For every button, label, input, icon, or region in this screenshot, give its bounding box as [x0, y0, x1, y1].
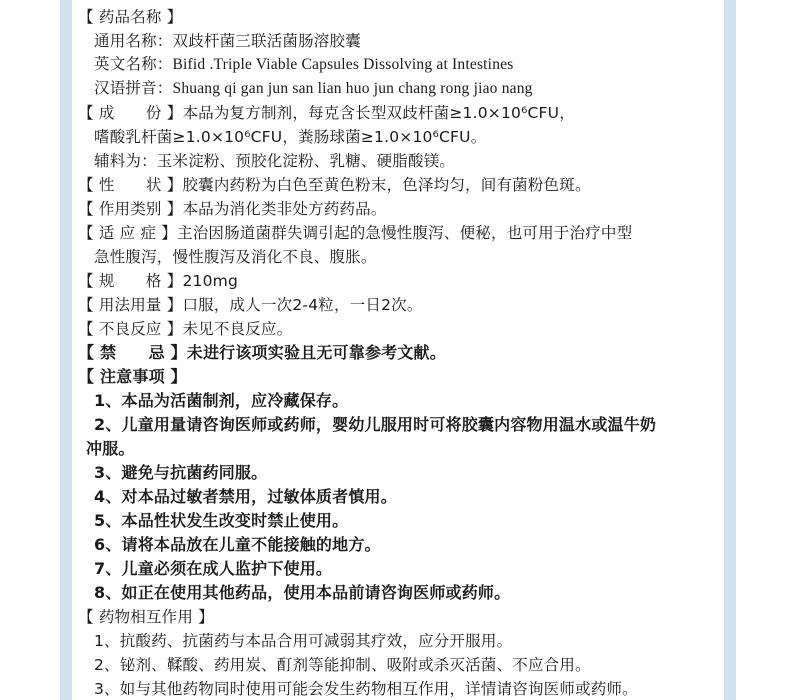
right-decorative-border [724, 0, 736, 700]
precaution-item: 3、避免与抗菌药同服。 [94, 463, 268, 482]
precaution-item: 6、请将本品放在儿童不能接触的地方。 [94, 535, 381, 554]
precaution-item: 5、本品性状发生改变时禁止使用。 [94, 511, 349, 530]
precaution-item-continued: 冲服。 [86, 439, 135, 458]
description: 【 性 状 】胶囊内药粉为白色至黄色粉末，色泽均匀，间有菌粉色斑。 [78, 176, 591, 194]
precaution-item: 8、如正在使用其他药品，使用本品前请咨询医师或药师。 [94, 583, 511, 602]
ingredients: 【 成 份 】本品为复方制剂，每克含长型双歧杆菌≥1.0×10⁶CFU， [78, 104, 575, 122]
interaction-item: 1、抗酸药、抗菌药与本品合用可减弱其疗效，应分开服用。 [94, 632, 513, 650]
specification: 【 规 格 】210mg [78, 272, 238, 290]
contraindications: 【 禁 忌 】未进行该项实验且无可靠参考文献。 [78, 343, 446, 362]
english-name: 英文名称：Bifid .Triple Viable Capsules Dissolving at Intestines [94, 56, 514, 73]
section-heading-drug-name: 【 药品名称 】 [78, 8, 183, 26]
precaution-item: 1、本品为活菌制剂，应冷藏保存。 [94, 391, 349, 410]
ingredients-continued: 嗜酸乳杆菌≥1.0×10⁶CFU，粪肠球菌≥1.0×10⁶CFU。 [94, 128, 487, 146]
excipients: 辅料为：玉米淀粉、预胶化淀粉、乳糖、硬脂酸镁。 [94, 152, 456, 170]
dosage: 【 用法用量 】口服，成人一次2-4粒，一日2次。 [78, 296, 423, 314]
precaution-item: 2、儿童用量请咨询医师或药师，婴幼儿服用时可将胶囊内容物用温水或温牛奶 [94, 415, 657, 434]
generic-name: 通用名称：双歧杆菌三联活菌肠溶胶囊 [94, 32, 361, 50]
precaution-item: 4、对本品过敏者禁用，过敏体质者慎用。 [94, 487, 397, 506]
left-decorative-border [60, 0, 72, 700]
interaction-item: 3、如与其他药物同时使用可能会发生药物相互作用，详情请咨询医师或药师。 [94, 680, 638, 698]
indications: 【 适 应 症 】主治因肠道菌群失调引起的急慢性腹泻、便秘，也可用于治疗中型 [78, 224, 633, 242]
precaution-item: 7、儿童必须在成人监护下使用。 [94, 559, 333, 578]
section-heading-precautions: 【 注意事项 】 [78, 367, 187, 386]
interaction-item: 2、铋剂、鞣酸、药用炭、酊剂等能抑制、吸附或杀灭活菌、不应合用。 [94, 656, 591, 674]
indications-continued: 急性腹泻，慢性腹泻及消化不良、腹胀。 [94, 248, 377, 266]
drug-instruction-document [72, 0, 724, 700]
section-heading-drug-interactions: 【 药物相互作用 】 [78, 608, 214, 626]
category: 【 作用类别 】本品为消化类非处方药药品。 [78, 200, 387, 218]
pinyin-name: 汉语拼音：Shuang qi gan jun san lian huo jun chang rong jiao nang [94, 80, 533, 97]
adverse-reactions: 【 不良反应 】未见不良反应。 [78, 320, 293, 338]
